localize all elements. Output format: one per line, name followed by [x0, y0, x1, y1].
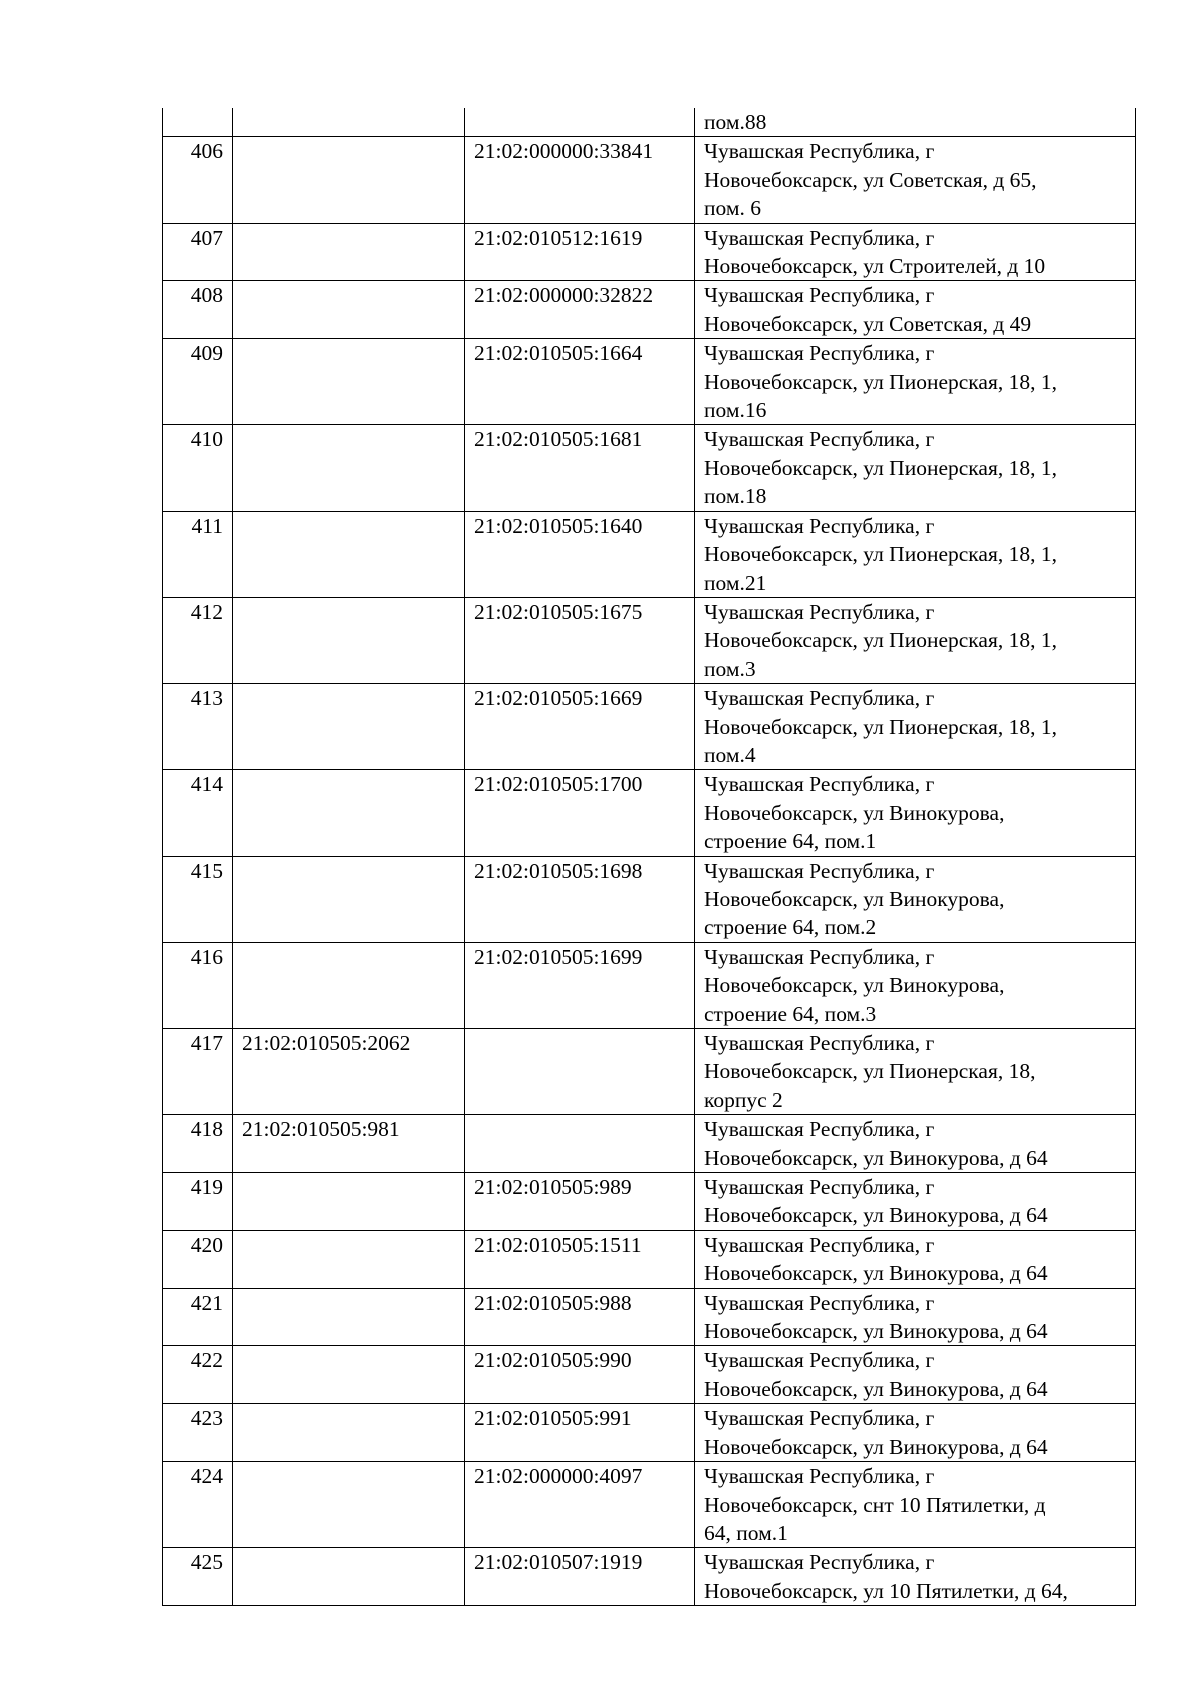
table-row	[163, 1115, 1136, 1173]
land-cadastral-cell	[233, 281, 465, 339]
address-line: пом.18	[704, 484, 767, 509]
row-number-cell: 423	[163, 1404, 233, 1462]
land-cadastral-cell	[233, 511, 465, 597]
address-line: Чувашская Республика, г	[704, 1117, 935, 1142]
address-line: Новочебоксарск, ул Винокурова,	[704, 973, 1005, 998]
table-row	[163, 684, 1136, 770]
address-line: Чувашская Республика, г	[704, 599, 935, 624]
row-number-cell: 411	[163, 511, 233, 597]
address-line: Чувашская Республика, г	[704, 513, 935, 538]
row-number-cell: 413	[163, 684, 233, 770]
address-cell	[695, 281, 1136, 339]
address-line: Новочебоксарск, ул Винокурова,	[704, 886, 1005, 911]
registry-table-body	[163, 108, 1136, 1606]
address-line: Новочебоксарск, ул Пионерская, 18, 1,	[704, 455, 1057, 480]
row-number-cell: 415	[163, 856, 233, 942]
address-line: пом.21	[704, 570, 767, 595]
table-row	[163, 856, 1136, 942]
address-line: Чувашская Республика, г	[704, 858, 935, 883]
table-row	[163, 1404, 1136, 1462]
address-line: Новочебоксарск, ул Пионерская, 18, 1,	[704, 714, 1057, 739]
object-cadastral-cell: 21:02:010505:990	[465, 1346, 695, 1404]
object-cadastral-cell: 21:02:010505:1511	[465, 1230, 695, 1288]
row-number-cell: 414	[163, 770, 233, 856]
row-number-cell: 416	[163, 942, 233, 1028]
object-cadastral-cell	[465, 1029, 695, 1115]
address-line: Новочебоксарск, ул Винокурова, д 64	[704, 1434, 1048, 1459]
row-number-cell: 420	[163, 1230, 233, 1288]
land-cadastral-cell	[233, 597, 465, 683]
table-row	[163, 1548, 1136, 1606]
address-line: Чувашская Республика, г	[704, 341, 935, 366]
object-cadastral-cell: 21:02:010505:1681	[465, 425, 695, 511]
table-row	[163, 108, 1136, 137]
land-cadastral-cell	[233, 1346, 465, 1404]
address-line: строение 64, пом.1	[704, 829, 877, 854]
address-line: Новочебоксарск, ул Винокурова, д 64	[704, 1261, 1048, 1286]
table-row	[163, 425, 1136, 511]
address-line: Новочебоксарск, ул Винокурова, д 64	[704, 1376, 1048, 1401]
object-cadastral-cell: 21:02:000000:33841	[465, 137, 695, 223]
address-line: Новочебоксарск, снт 10 Пятилетки, д	[704, 1492, 1046, 1517]
row-number-cell: 409	[163, 339, 233, 425]
address-cell	[695, 339, 1136, 425]
address-cell	[695, 108, 1136, 137]
land-cadastral-cell	[233, 1404, 465, 1462]
address-line: Чувашская Республика, г	[704, 1464, 935, 1489]
address-line: Чувашская Республика, г	[704, 1406, 935, 1431]
address-line: Новочебоксарск, ул Строителей, д 10	[704, 254, 1046, 279]
object-cadastral-cell	[465, 108, 695, 137]
address-cell	[695, 1346, 1136, 1404]
address-line: Чувашская Республика, г	[704, 1175, 935, 1200]
address-line: Чувашская Республика, г	[704, 1550, 935, 1575]
table-row	[163, 339, 1136, 425]
address-cell	[695, 1173, 1136, 1231]
object-cadastral-cell: 21:02:010512:1619	[465, 223, 695, 281]
address-line: пом.3	[704, 656, 756, 681]
address-line: пом.16	[704, 398, 767, 423]
address-cell	[695, 1548, 1136, 1606]
row-number-cell: 419	[163, 1173, 233, 1231]
object-cadastral-cell: 21:02:010505:1640	[465, 511, 695, 597]
table-row	[163, 597, 1136, 683]
address-cell	[695, 942, 1136, 1028]
table-row	[163, 511, 1136, 597]
table-row	[163, 1288, 1136, 1346]
object-cadastral-cell: 21:02:010505:1669	[465, 684, 695, 770]
land-cadastral-cell	[233, 137, 465, 223]
address-cell	[695, 856, 1136, 942]
row-number-cell: 418	[163, 1115, 233, 1173]
land-cadastral-cell	[233, 339, 465, 425]
address-cell	[695, 770, 1136, 856]
land-cadastral-cell	[233, 1462, 465, 1548]
row-number-cell: 421	[163, 1288, 233, 1346]
table-row	[163, 1346, 1136, 1404]
table-row	[163, 281, 1136, 339]
object-cadastral-cell: 21:02:010505:1699	[465, 942, 695, 1028]
address-line: строение 64, пом.2	[704, 915, 877, 940]
address-cell	[695, 684, 1136, 770]
address-line: Чувашская Республика, г	[704, 1290, 935, 1315]
land-cadastral-cell	[233, 942, 465, 1028]
address-line: пом.4	[704, 742, 756, 767]
address-line: Чувашская Республика, г	[704, 427, 935, 452]
row-number-cell: 408	[163, 281, 233, 339]
address-cell	[695, 511, 1136, 597]
address-line: Новочебоксарск, ул Винокурова, д 64	[704, 1145, 1048, 1170]
address-line: Новочебоксарск, ул Советская, д 49	[704, 311, 1032, 336]
land-cadastral-cell: 21:02:010505:2062	[233, 1029, 465, 1115]
address-line: корпус 2	[704, 1087, 783, 1112]
land-cadastral-cell	[233, 770, 465, 856]
address-line: Чувашская Республика, г	[704, 944, 935, 969]
address-cell	[695, 425, 1136, 511]
land-cadastral-cell	[233, 425, 465, 511]
object-cadastral-cell: 21:02:010505:989	[465, 1173, 695, 1231]
address-line: Новочебоксарск, ул Винокурова, д 64	[704, 1203, 1048, 1228]
row-number-cell: 417	[163, 1029, 233, 1115]
object-cadastral-cell: 21:02:010507:1919	[465, 1548, 695, 1606]
land-cadastral-cell: 21:02:010505:981	[233, 1115, 465, 1173]
object-cadastral-cell: 21:02:000000:32822	[465, 281, 695, 339]
table-row	[163, 1173, 1136, 1231]
address-line: Новочебоксарск, ул Винокурова,	[704, 800, 1005, 825]
land-cadastral-cell	[233, 856, 465, 942]
table-row	[163, 770, 1136, 856]
address-line: Новочебоксарск, ул Пионерская, 18, 1,	[704, 628, 1057, 653]
land-cadastral-cell	[233, 1230, 465, 1288]
land-cadastral-cell	[233, 1173, 465, 1231]
row-number-cell: 424	[163, 1462, 233, 1548]
object-cadastral-cell: 21:02:010505:988	[465, 1288, 695, 1346]
address-line: Чувашская Республика, г	[704, 1348, 935, 1373]
address-line: Чувашская Республика, г	[704, 225, 935, 250]
address-line: Новочебоксарск, ул 10 Пятилетки, д 64,	[704, 1578, 1068, 1603]
address-line: Новочебоксарск, ул Пионерская, 18, 1,	[704, 369, 1057, 394]
address-line: строение 64, пом.3	[704, 1001, 877, 1026]
address-line: Чувашская Республика, г	[704, 686, 935, 711]
object-cadastral-cell: 21:02:000000:4097	[465, 1462, 695, 1548]
land-cadastral-cell	[233, 223, 465, 281]
row-number-cell: 412	[163, 597, 233, 683]
address-cell	[695, 1230, 1136, 1288]
address-line: Новочебоксарск, ул Советская, д 65,	[704, 167, 1037, 192]
object-cadastral-cell: 21:02:010505:1675	[465, 597, 695, 683]
row-number-cell	[163, 108, 233, 137]
address-cell	[695, 1115, 1136, 1173]
property-registry-table	[162, 108, 1136, 1606]
table-row	[163, 137, 1136, 223]
address-line: Новочебоксарск, ул Пионерская, 18,	[704, 1059, 1036, 1084]
land-cadastral-cell	[233, 684, 465, 770]
object-cadastral-cell	[465, 1115, 695, 1173]
address-line: Чувашская Республика, г	[704, 139, 935, 164]
address-cell	[695, 1462, 1136, 1548]
row-number-cell: 422	[163, 1346, 233, 1404]
table-row	[163, 223, 1136, 281]
object-cadastral-cell: 21:02:010505:991	[465, 1404, 695, 1462]
object-cadastral-cell: 21:02:010505:1698	[465, 856, 695, 942]
address-cell	[695, 1029, 1136, 1115]
table-row	[163, 942, 1136, 1028]
object-cadastral-cell: 21:02:010505:1664	[465, 339, 695, 425]
address-line: Чувашская Республика, г	[704, 772, 935, 797]
address-line: пом. 6	[704, 196, 761, 221]
land-cadastral-cell	[233, 1548, 465, 1606]
row-number-cell: 425	[163, 1548, 233, 1606]
address-cell	[695, 597, 1136, 683]
land-cadastral-cell	[233, 108, 465, 137]
address-cell	[695, 1288, 1136, 1346]
object-cadastral-cell: 21:02:010505:1700	[465, 770, 695, 856]
table-row	[163, 1230, 1136, 1288]
address-cell	[695, 1404, 1136, 1462]
address-line: 64, пом.1	[704, 1520, 788, 1545]
table-row	[163, 1462, 1136, 1548]
address-line: Чувашская Республика, г	[704, 1031, 935, 1055]
address-cell	[695, 223, 1136, 281]
address-line: Новочебоксарск, ул Винокурова, д 64	[704, 1319, 1048, 1344]
row-number-cell: 410	[163, 425, 233, 511]
address-line: пом.88	[704, 110, 767, 134]
table-row	[163, 1029, 1136, 1115]
address-line: Новочебоксарск, ул Пионерская, 18, 1,	[704, 542, 1057, 567]
address-line: Чувашская Республика, г	[704, 1232, 935, 1257]
row-number-cell: 407	[163, 223, 233, 281]
address-line: Чувашская Республика, г	[704, 283, 935, 308]
address-cell	[695, 137, 1136, 223]
land-cadastral-cell	[233, 1288, 465, 1346]
row-number-cell: 406	[163, 137, 233, 223]
